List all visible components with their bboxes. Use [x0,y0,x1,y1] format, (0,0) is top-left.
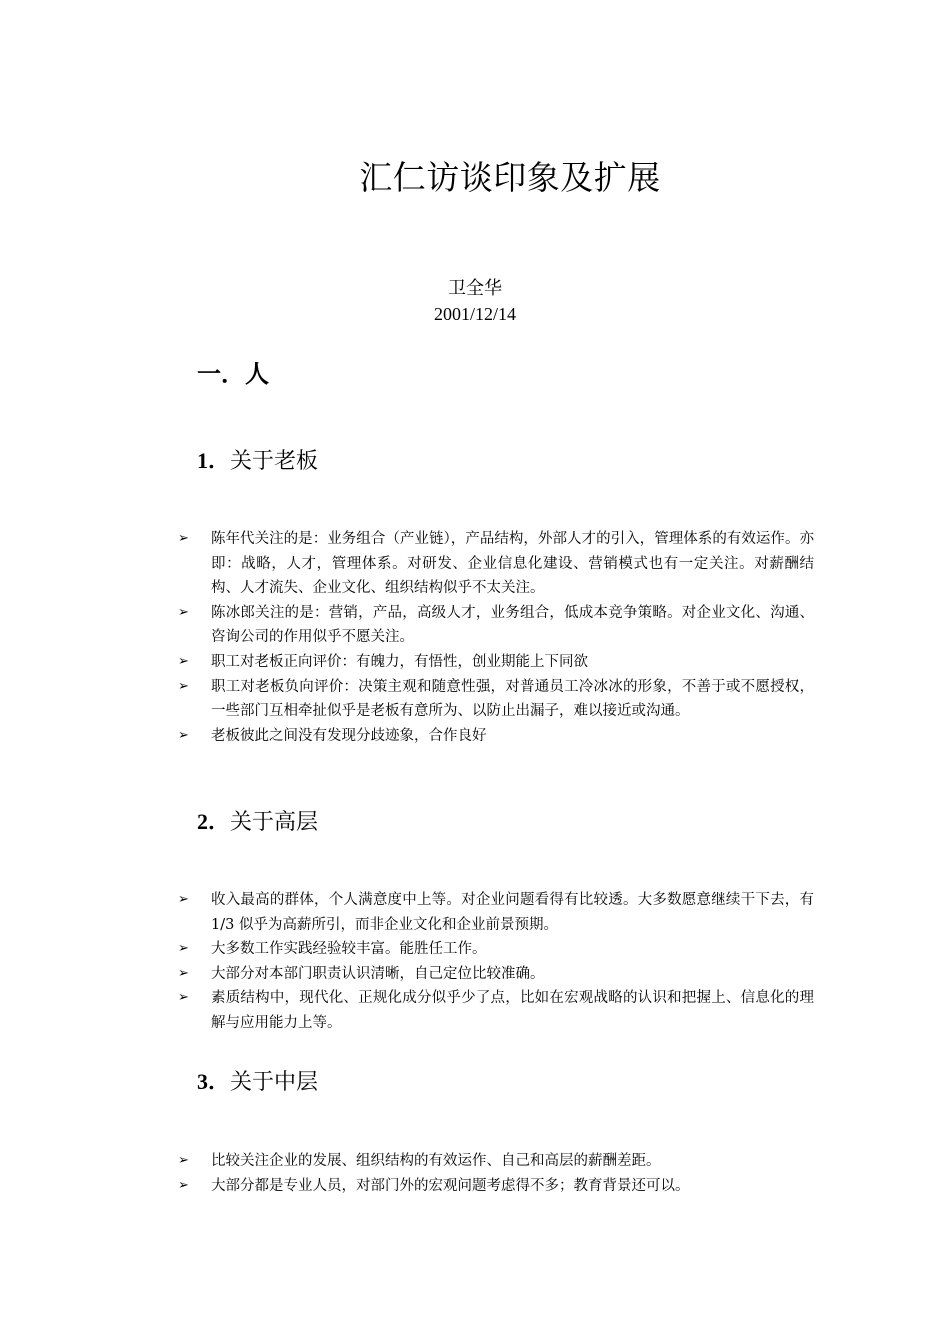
list-item [174,601,814,650]
list-item [174,1174,814,1199]
bullet-text: 大多数工作实践经验较丰富。能胜任工作。 [211,941,487,958]
bullet-text: 大部分都是专业人员，对部门外的宏观问题考虑得不多；教育背景还可以。 [211,1177,690,1194]
bullet-text: 陈冰郎关注的是：营销，产品，高级人才，业务组合，低成本竞争策略。对企业文化、沟通、咨询公司的作用似乎不愿关注。 [211,604,814,646]
list-item [174,1149,814,1174]
list-item [174,962,814,987]
arrow-bullet-icon: ➢ [178,892,189,907]
arrow-bullet-icon: ➢ [178,990,189,1006]
section-heading-people: 一．人 [197,359,269,388]
list-item [174,937,814,962]
subsection-heading-boss [197,446,318,477]
subsection-label: 关于老板 [230,449,319,474]
author-name: 卫全华 [448,278,502,299]
bullet-text: 大部分对本部门职责认识清晰，自己定位比较准确。 [211,965,545,982]
arrow-bullet-icon: ➢ [178,653,189,669]
arrow-bullet-icon: ➢ [178,604,189,620]
subsection-number: 3． [197,1069,231,1094]
subsection-label: 关于高层 [230,810,319,835]
list-item [174,650,814,675]
subsection-label: 关于中层 [230,1070,319,1095]
bullet-text: 比较关注企业的发展、组织结构的有效运作、自己和高层的薪酬差距。 [211,1153,661,1169]
list-item [174,675,814,724]
arrow-bullet-icon: ➢ [178,1177,189,1193]
document-title: 汇仁访谈印象及扩展 [359,158,661,197]
bullet-list-middle [174,1149,814,1198]
list-item [174,527,814,601]
arrow-bullet-icon: ➢ [178,965,189,981]
arrow-bullet-icon: ➢ [178,727,189,743]
arrow-bullet-icon: ➢ [178,678,189,694]
list-item [174,888,814,937]
bullet-list-boss [174,527,814,748]
subsection-number: 2． [197,809,231,834]
arrow-bullet-icon: ➢ [178,941,189,957]
subsection-heading-senior [197,807,318,838]
subsection-heading-middle [197,1067,318,1098]
document-date: 2001/12/14 [433,304,516,324]
arrow-bullet-icon: ➢ [178,1153,189,1168]
bullet-text: 收入最高的群体，个人满意度中上等。对企业问题看得有比较透。大多数愿意继续干下去，有 1/3 似乎为高薪所引，而非企业文化和企业前景预期。 [211,892,814,933]
bullet-text: 陈年代关注的是：业务组合（产业链），产品结构，外部人才的引入，管理体系的有效运作。亦即：战略，人才，管理体系。对研发、企业信息化建设、营销模式也有一定关注。对薪酬结构、人才流失、企业文化、组织结构似乎不太关注。 [211,531,814,597]
bullet-text: 素质结构中，现代化、正规化成分似乎少了点，比如在宏观战略的认识和把握上、信息化的理解与应用能力上等。 [211,990,814,1031]
bullet-text: 职工对老板正向评价：有魄力，有悟性，创业期能上下同欲 [211,653,588,670]
bullet-list-senior [174,888,814,1036]
arrow-bullet-icon: ➢ [178,531,189,546]
subsection-number: 1． [197,448,231,473]
bullet-text: 职工对老板负向评价：决策主观和随意性强，对普通员工冷冰冰的形象，不善于或不愿授权，一些部门互相牵扯似乎是老板有意所为、以防止出漏子，难以接近或沟通。 [211,678,814,720]
list-item [174,986,814,1035]
bullet-text: 老板彼此之间没有发现分歧迹象，合作良好 [211,727,487,744]
list-item [174,724,814,749]
